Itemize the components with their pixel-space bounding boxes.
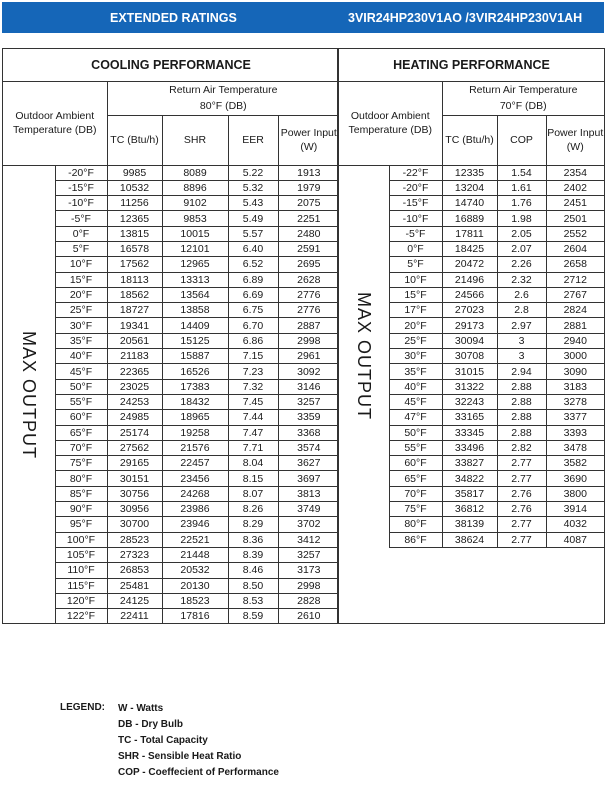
table-cell: 3173 [278, 563, 339, 578]
table-cell: 2.88 [497, 410, 546, 425]
table-cell: 2075 [278, 196, 339, 211]
table-cell: 2.94 [497, 364, 546, 379]
table-cell: 1.61 [497, 180, 546, 195]
table-cell: 30756 [107, 486, 162, 501]
table-cell: 122°F [55, 609, 107, 624]
table-cell: 13858 [162, 303, 228, 318]
table-cell: 2.07 [497, 241, 546, 256]
table-cell: 65°F [389, 471, 442, 486]
table-cell: 2451 [546, 196, 604, 211]
cooling-return-air-value: 80°F (DB) [107, 98, 339, 115]
cooling-col-shr: SHR [162, 115, 228, 165]
table-cell: 3 [497, 333, 546, 348]
table-cell: -10°F [55, 196, 107, 211]
table-cell: 20130 [162, 578, 228, 593]
table-cell: 21448 [162, 547, 228, 562]
table-cell: 1.76 [497, 196, 546, 211]
table-cell: -15°F [389, 196, 442, 211]
table-cell: 40°F [389, 379, 442, 394]
table-cell: 7.45 [228, 394, 278, 409]
heating-max-output-cell [339, 165, 389, 547]
table-cell: 2.77 [497, 532, 546, 547]
table-cell: 24268 [162, 486, 228, 501]
table-cell: 30956 [107, 502, 162, 517]
heating-max-output-label: MAX OUTPUT [353, 292, 374, 421]
table-cell: 22411 [107, 609, 162, 624]
table-cell: 25°F [55, 303, 107, 318]
table-cell: 15125 [162, 333, 228, 348]
table-cell: 33345 [442, 425, 497, 440]
table-cell: 18425 [442, 241, 497, 256]
table-cell: 2658 [546, 257, 604, 272]
table-cell: 20472 [442, 257, 497, 272]
table-cell: -20°F [55, 165, 107, 180]
table-cell: 13564 [162, 287, 228, 302]
table-cell: 11256 [107, 196, 162, 211]
table-cell: 3800 [546, 486, 604, 501]
table-cell: 45°F [389, 394, 442, 409]
table-cell: 90°F [55, 502, 107, 517]
table-cell: 19258 [162, 425, 228, 440]
table-cell: -5°F [55, 211, 107, 226]
table-cell: 2712 [546, 272, 604, 287]
cooling-title: COOLING PERFORMANCE [3, 49, 339, 81]
heating-title: HEATING PERFORMANCE [339, 49, 604, 81]
table-cell: 6.69 [228, 287, 278, 302]
table-cell: 2591 [278, 241, 339, 256]
banner-title: EXTENDED RATINGS [110, 11, 237, 25]
legend-items [118, 702, 418, 782]
table-cell: 85°F [55, 486, 107, 501]
table-cell: 30151 [107, 471, 162, 486]
heating-return-air-value: 70°F (DB) [442, 98, 604, 115]
table-cell: 80°F [55, 471, 107, 486]
table-cell: 18727 [107, 303, 162, 318]
table-cell: 5.43 [228, 196, 278, 211]
table-cell: 8.59 [228, 609, 278, 624]
table-cell: 0°F [389, 241, 442, 256]
table-cell: 60°F [55, 410, 107, 425]
table-cell: 10°F [389, 272, 442, 287]
table-cell: 20°F [389, 318, 442, 333]
table-cell: 35°F [55, 333, 107, 348]
table-cell: 12965 [162, 257, 228, 272]
table-cell: 70°F [55, 440, 107, 455]
heating-panel [338, 48, 605, 624]
table-cell: 17°F [389, 303, 442, 318]
table-cell: 2.32 [497, 272, 546, 287]
table-cell: 18113 [107, 272, 162, 287]
table-cell: 20561 [107, 333, 162, 348]
table-cell: 2881 [546, 318, 604, 333]
table-cell: 13313 [162, 272, 228, 287]
table-cell: 23946 [162, 517, 228, 532]
table-cell: 9102 [162, 196, 228, 211]
table-cell: 3393 [546, 425, 604, 440]
table-cell: 8.53 [228, 593, 278, 608]
table-cell: 3627 [278, 456, 339, 471]
table-cell: 2.88 [497, 394, 546, 409]
table-cell: 95°F [55, 517, 107, 532]
cooling-col-power: Power Input (W) [278, 115, 339, 165]
table-cell: 30°F [389, 349, 442, 364]
legend-item: DB - Dry Bulb [118, 719, 183, 730]
table-cell: 29165 [107, 456, 162, 471]
table-cell: 3183 [546, 379, 604, 394]
table-cell: 45°F [55, 364, 107, 379]
table-cell: 18965 [162, 410, 228, 425]
table-cell: 2.77 [497, 456, 546, 471]
table-cell: 8.04 [228, 456, 278, 471]
legend-item: W - Watts [118, 703, 164, 714]
table-cell: 14409 [162, 318, 228, 333]
table-cell: 31322 [442, 379, 497, 394]
table-cell: 24125 [107, 593, 162, 608]
table-cell: 3092 [278, 364, 339, 379]
table-cell: 2.05 [497, 226, 546, 241]
table-cell: 38139 [442, 517, 497, 532]
table-cell: 1.98 [497, 211, 546, 226]
table-cell: 35°F [389, 364, 442, 379]
table-cell: 3368 [278, 425, 339, 440]
table-cell: 8.46 [228, 563, 278, 578]
table-cell: 3257 [278, 547, 339, 562]
table-cell: 8089 [162, 165, 228, 180]
table-cell: 3359 [278, 410, 339, 425]
table-cell: 8.36 [228, 532, 278, 547]
table-cell: 16526 [162, 364, 228, 379]
table-cell: 2354 [546, 165, 604, 180]
table-cell: 33496 [442, 440, 497, 455]
table-cell: 1.54 [497, 165, 546, 180]
table-cell: 21576 [162, 440, 228, 455]
table-cell: 27323 [107, 547, 162, 562]
table-cell: 36812 [442, 502, 497, 517]
table-cell: 2501 [546, 211, 604, 226]
table-cell: 115°F [55, 578, 107, 593]
table-cell: 24566 [442, 287, 497, 302]
table-cell: 2.8 [497, 303, 546, 318]
table-cell: 38624 [442, 532, 497, 547]
table-cell: 2251 [278, 211, 339, 226]
table-cell: 2610 [278, 609, 339, 624]
cooling-return-air-label: Return Air Temperature [107, 81, 339, 98]
table-cell: 32243 [442, 394, 497, 409]
table-cell: 2402 [546, 180, 604, 195]
table-cell: 2.6 [497, 287, 546, 302]
table-cell: 6.86 [228, 333, 278, 348]
table-cell: 12365 [107, 211, 162, 226]
table-cell: 19341 [107, 318, 162, 333]
table-cell: 22521 [162, 532, 228, 547]
table-cell: 25481 [107, 578, 162, 593]
table-cell: 18523 [162, 593, 228, 608]
heating-table [339, 49, 604, 548]
table-cell: 15887 [162, 349, 228, 364]
table-cell: 18432 [162, 394, 228, 409]
table-cell: 7.44 [228, 410, 278, 425]
table-cell: 55°F [389, 440, 442, 455]
table-cell: 30700 [107, 517, 162, 532]
table-cell: 13815 [107, 226, 162, 241]
table-cell: 2.88 [497, 379, 546, 394]
table-cell: 27023 [442, 303, 497, 318]
table-cell: 2998 [278, 333, 339, 348]
table-cell: 5.22 [228, 165, 278, 180]
table-cell: 75°F [55, 456, 107, 471]
table-cell: 3813 [278, 486, 339, 501]
table-cell: 2776 [278, 287, 339, 302]
table-cell: 3574 [278, 440, 339, 455]
table-cell: 2887 [278, 318, 339, 333]
table-cell: 2961 [278, 349, 339, 364]
table-cell: 7.15 [228, 349, 278, 364]
table-cell: 8.07 [228, 486, 278, 501]
table-cell: 2776 [278, 303, 339, 318]
table-cell: 17816 [162, 609, 228, 624]
table-cell: 4087 [546, 532, 604, 547]
table-cell: 18562 [107, 287, 162, 302]
table-cell: 5.32 [228, 180, 278, 195]
table-cell: 17562 [107, 257, 162, 272]
table-cell: 13204 [442, 180, 497, 195]
table-cell: 7.23 [228, 364, 278, 379]
table-cell: 22365 [107, 364, 162, 379]
table-cell: 2.82 [497, 440, 546, 455]
legend-heading: LEGEND: [60, 702, 105, 713]
table-cell: 70°F [389, 486, 442, 501]
table-cell: 86°F [389, 532, 442, 547]
table-cell: 30°F [55, 318, 107, 333]
table-cell: 23025 [107, 379, 162, 394]
cooling-table [3, 49, 339, 624]
table-cell: 5°F [389, 257, 442, 272]
table-cell: 1913 [278, 165, 339, 180]
table-cell: 3377 [546, 410, 604, 425]
cooling-panel [2, 48, 338, 624]
heating-outdoor-header: Outdoor Ambient Temperature (DB) [339, 81, 442, 165]
table-cell: 17383 [162, 379, 228, 394]
table-cell: 22457 [162, 456, 228, 471]
table-cell: 27562 [107, 440, 162, 455]
table-cell: 7.32 [228, 379, 278, 394]
table-cell: 100°F [55, 532, 107, 547]
table-row [339, 165, 604, 180]
table-cell: 2998 [278, 578, 339, 593]
table-cell: 3278 [546, 394, 604, 409]
table-cell: 20°F [55, 287, 107, 302]
table-cell: 29173 [442, 318, 497, 333]
table-cell: 16889 [442, 211, 497, 226]
table-cell: 8.29 [228, 517, 278, 532]
table-cell: 4032 [546, 517, 604, 532]
table-cell: 2767 [546, 287, 604, 302]
table-cell: 47°F [389, 410, 442, 425]
table-cell: 10°F [55, 257, 107, 272]
table-cell: 6.40 [228, 241, 278, 256]
table-cell: 65°F [55, 425, 107, 440]
table-cell: 9985 [107, 165, 162, 180]
table-cell: -15°F [55, 180, 107, 195]
table-cell: 20532 [162, 563, 228, 578]
table-row [3, 165, 339, 180]
table-cell: 3749 [278, 502, 339, 517]
heating-col-tc: TC (Btu/h) [442, 115, 497, 165]
table-cell: 26853 [107, 563, 162, 578]
table-cell: 50°F [389, 425, 442, 440]
table-cell: 2824 [546, 303, 604, 318]
table-cell: 33827 [442, 456, 497, 471]
table-cell: 0°F [55, 226, 107, 241]
table-cell: 24253 [107, 394, 162, 409]
table-cell: 80°F [389, 517, 442, 532]
table-cell: 8896 [162, 180, 228, 195]
table-cell: 75°F [389, 502, 442, 517]
table-cell: 110°F [55, 563, 107, 578]
table-cell: 3146 [278, 379, 339, 394]
heating-return-air-label: Return Air Temperature [442, 81, 604, 98]
table-cell: 31015 [442, 364, 497, 379]
table-cell: 35817 [442, 486, 497, 501]
table-cell: 24985 [107, 410, 162, 425]
table-cell: 2628 [278, 272, 339, 287]
cooling-max-output-cell [3, 165, 55, 624]
table-cell: 3412 [278, 532, 339, 547]
table-cell: 33165 [442, 410, 497, 425]
table-cell: 3 [497, 349, 546, 364]
table-cell: 3690 [546, 471, 604, 486]
table-cell: 6.70 [228, 318, 278, 333]
legend-item: TC - Total Capacity [118, 735, 208, 746]
table-cell: 2552 [546, 226, 604, 241]
table-cell: 12101 [162, 241, 228, 256]
table-cell: -5°F [389, 226, 442, 241]
table-cell: 6.52 [228, 257, 278, 272]
legend-item: COP - Coeffecient of Performance [118, 767, 279, 778]
table-cell: 2695 [278, 257, 339, 272]
table-cell: 28523 [107, 532, 162, 547]
cooling-filler [55, 624, 339, 625]
table-cell: 25°F [389, 333, 442, 348]
table-cell: 12335 [442, 165, 497, 180]
table-cell: 3257 [278, 394, 339, 409]
table-cell: -10°F [389, 211, 442, 226]
table-cell: 5.49 [228, 211, 278, 226]
table-cell: 30708 [442, 349, 497, 364]
table-cell: 55°F [55, 394, 107, 409]
table-cell: 2.26 [497, 257, 546, 272]
table-cell: 105°F [55, 547, 107, 562]
table-cell: -22°F [389, 165, 442, 180]
table-cell: 15°F [389, 287, 442, 302]
heating-col-power: Power Input (W) [546, 115, 604, 165]
table-cell: 10532 [107, 180, 162, 195]
table-cell: 8.39 [228, 547, 278, 562]
table-cell: 23986 [162, 502, 228, 517]
heating-col-cop: COP [497, 115, 546, 165]
cooling-outdoor-header: Outdoor Ambient Temperature (DB) [3, 81, 107, 165]
table-cell: 30094 [442, 333, 497, 348]
table-cell: 9853 [162, 211, 228, 226]
table-cell: 15°F [55, 272, 107, 287]
table-cell: 2.97 [497, 318, 546, 333]
table-cell: 120°F [55, 593, 107, 608]
table-cell: 2.77 [497, 471, 546, 486]
table-cell: 3478 [546, 440, 604, 455]
table-cell: 2.76 [497, 486, 546, 501]
table-cell: 2.77 [497, 517, 546, 532]
table-cell: -20°F [389, 180, 442, 195]
table-cell: 3914 [546, 502, 604, 517]
table-cell: 25174 [107, 425, 162, 440]
table-cell: 10015 [162, 226, 228, 241]
table-cell: 3000 [546, 349, 604, 364]
model-number: 3VIR24HP230V1AO /3VIR24HP230V1AH [348, 11, 583, 25]
table-cell: 5.57 [228, 226, 278, 241]
table-cell: 3697 [278, 471, 339, 486]
table-cell: 5°F [55, 241, 107, 256]
table-cell: 6.75 [228, 303, 278, 318]
table-cell: 16578 [107, 241, 162, 256]
table-cell: 21183 [107, 349, 162, 364]
table-cell: 14740 [442, 196, 497, 211]
table-cell: 17811 [442, 226, 497, 241]
table-cell: 3702 [278, 517, 339, 532]
header-banner [2, 2, 604, 33]
table-cell: 6.89 [228, 272, 278, 287]
cooling-col-eer: EER [228, 115, 278, 165]
table-cell: 2.88 [497, 425, 546, 440]
table-cell: 3090 [546, 364, 604, 379]
table-cell: 3582 [546, 456, 604, 471]
table-cell: 60°F [389, 456, 442, 471]
table-cell: 2940 [546, 333, 604, 348]
table-cell: 21496 [442, 272, 497, 287]
table-cell: 2480 [278, 226, 339, 241]
cooling-max-output-label: MAX OUTPUT [18, 330, 39, 459]
table-cell: 8.26 [228, 502, 278, 517]
table-cell: 7.71 [228, 440, 278, 455]
table-cell: 2.76 [497, 502, 546, 517]
table-cell: 2604 [546, 241, 604, 256]
table-cell: 23456 [162, 471, 228, 486]
table-cell: 50°F [55, 379, 107, 394]
legend-item: SHR - Sensible Heat Ratio [118, 751, 242, 762]
table-cell: 8.15 [228, 471, 278, 486]
table-cell: 7.47 [228, 425, 278, 440]
table-cell: 1979 [278, 180, 339, 195]
table-cell: 34822 [442, 471, 497, 486]
table-cell: 2828 [278, 593, 339, 608]
table-cell: 40°F [55, 349, 107, 364]
cooling-col-tc: TC (Btu/h) [107, 115, 162, 165]
table-cell: 8.50 [228, 578, 278, 593]
